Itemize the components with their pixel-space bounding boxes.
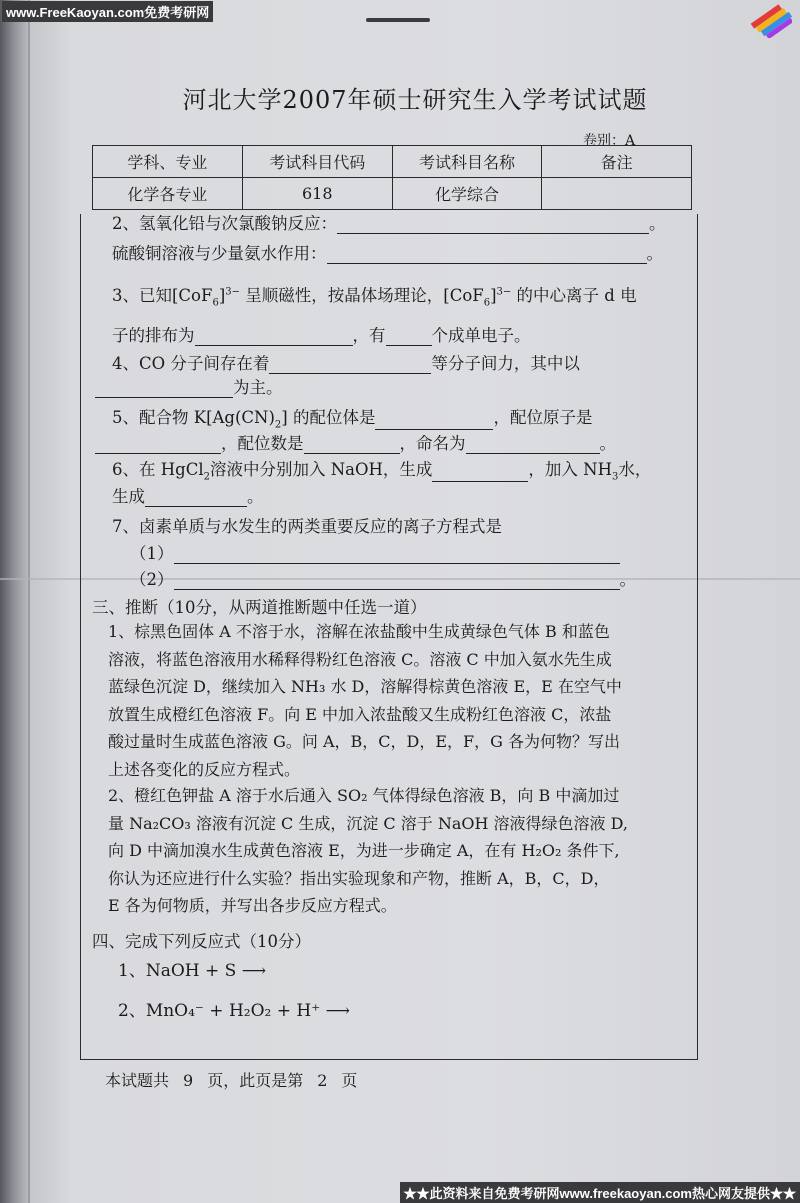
- q7-title: 7、卤素单质与水发生的两类重要反应的离子方程式是: [112, 517, 502, 536]
- q3-text: 3、已知[CoF: [112, 286, 213, 305]
- q3-text: ]: [218, 286, 226, 305]
- p1-line: 1、棕黑色固体 A 不溶于水，溶解在浓盐酸中生成黄绿色气体 B 和蓝色: [108, 622, 610, 641]
- q6-sub: 2: [203, 471, 210, 483]
- p2-line: 你认为还应进行什么实验？指出实验现象和产物，推断 A，B，C，D，: [108, 868, 610, 888]
- q2-line2: [112, 240, 663, 264]
- q6-line1: [112, 456, 651, 482]
- q6-text: 6、在 HgCl: [112, 460, 204, 479]
- q7-item2: [130, 566, 636, 590]
- end-dot: 。: [646, 244, 663, 263]
- reaction-2: 2、MnO₄⁻ + H₂O₂ + H⁺ ⟶: [118, 1001, 350, 1021]
- q2-text-b: 硫酸铜溶液与少量氨水作用：: [112, 244, 327, 263]
- value-subject: 化学各专业: [93, 178, 243, 210]
- p1-line: 蓝绿色沉淀 D，继续加入 NH₃ 水 D，溶解得棕黄色溶液 E，E 在空气中: [108, 677, 622, 696]
- q2-text-a: 2、氢氧化铅与次氯酸钠反应：: [112, 214, 337, 233]
- q4-line2: [95, 374, 283, 398]
- q3-text: ]: [490, 286, 497, 305]
- paper-type: 卷别：A: [583, 133, 636, 149]
- q5-blank-c[interactable]: [304, 437, 400, 454]
- q4-text: 为主。: [233, 378, 283, 397]
- q6-text: 水，: [618, 460, 652, 479]
- q4-line1: [112, 350, 580, 374]
- q3-blank-b[interactable]: [386, 329, 432, 346]
- q6-sub: 3: [612, 471, 619, 483]
- q5-blank-a[interactable]: [375, 413, 493, 430]
- q6-text: 生成: [112, 487, 145, 506]
- page-footer: [105, 1068, 357, 1091]
- p2-line: 2、橙红色钾盐 A 溶于水后通入 SO₂ 气体得绿色溶液 B，向 B 中滴加过: [108, 786, 620, 805]
- q5-line1: [112, 404, 592, 430]
- q6-blank-b[interactable]: [145, 490, 247, 507]
- q3-text: ，有: [352, 326, 386, 345]
- q4-blank-b[interactable]: [95, 381, 233, 398]
- q3-sub: 6: [212, 297, 219, 309]
- end-dot: 。: [619, 570, 636, 589]
- section3-problem1: [108, 618, 698, 783]
- q3-sub: 6: [483, 297, 491, 309]
- exam-info-table: [92, 145, 692, 210]
- q7-blank-1[interactable]: [174, 547, 620, 564]
- fold-line-vertical: [28, 0, 30, 1203]
- header-rule: [366, 18, 430, 22]
- q5-text: 5、配合物 K[Ag(CN): [112, 408, 275, 427]
- q3-line2: [112, 322, 531, 346]
- q6-text: 溶液中分别加入 NaOH，生成: [209, 460, 433, 479]
- q3-text: 的中心离子 d 电: [516, 286, 637, 305]
- footer-text: 页，此页是第: [207, 1071, 304, 1090]
- end-dot: 。: [599, 434, 616, 453]
- q7-item1: [130, 540, 620, 564]
- current-page: 2: [317, 1071, 328, 1090]
- end-dot: 。: [247, 487, 264, 506]
- q5-text: ，命名为: [399, 434, 466, 453]
- p1-line: 上述各变化的反应方程式。: [108, 759, 301, 779]
- q3-sup: 3−: [225, 286, 241, 298]
- q3-text: 子的排布为: [112, 326, 195, 345]
- q2-blank-b[interactable]: [327, 247, 647, 264]
- q6-line2: [112, 483, 264, 507]
- p1-line: 酸过量时生成蓝色溶液 G。问 A，B，C，D，E，F，G 各为何物？写出: [108, 732, 620, 751]
- footer-text: 本试题共: [105, 1071, 170, 1090]
- p2-line: E 各为何物质，并写出各步反应方程式。: [108, 896, 397, 915]
- q3-line1: [112, 282, 637, 308]
- q2-line1: [112, 210, 666, 234]
- q5-sub: 2: [274, 419, 282, 431]
- q5-blank-d[interactable]: [466, 437, 600, 454]
- q4-text: 4、CO 分子间存在着: [112, 354, 270, 373]
- q3-text: 呈顺磁性，按晶体场理论，[CoF: [245, 286, 484, 305]
- q5-text: ，配位原子是: [493, 408, 593, 427]
- value-notes: [542, 178, 692, 210]
- section4-heading: 四、完成下列反应式（10分）: [92, 932, 311, 951]
- header-notes: 备注: [542, 146, 692, 178]
- header-subject: 学科、专业: [93, 146, 243, 178]
- header-code: 考试科目代码: [242, 146, 392, 178]
- value-code: 618: [242, 178, 392, 210]
- total-pages: 9: [183, 1071, 194, 1090]
- p1-line: 放置生成橙红色溶液 F。向 E 中加入浓盐酸又生成粉红色溶液 C，浓盐: [108, 704, 612, 724]
- value-name: 化学综合: [392, 178, 542, 210]
- q5-line2: [95, 430, 616, 454]
- freekaoyan-logo-icon: [748, 2, 792, 38]
- q5-text: ] 的配位体是: [281, 408, 376, 427]
- q3-sup: 3−: [496, 286, 512, 298]
- q7-label: （1）: [130, 544, 174, 563]
- header-name: 考试科目名称: [392, 146, 542, 178]
- q6-text: ，加入 NH: [528, 460, 612, 479]
- footer-text: 页: [341, 1071, 358, 1090]
- p2-line: 向 D 中滴加溴水生成黄色溶液 E，为进一步确定 A，在有 H₂O₂ 条件下,: [108, 841, 620, 860]
- q5-blank-b[interactable]: [95, 437, 221, 454]
- q7-blank-2[interactable]: [174, 573, 620, 590]
- q4-blank-a[interactable]: [269, 357, 431, 374]
- section3-problem2: [108, 782, 698, 920]
- watermark-top[interactable]: www.FreeKaoyan.com免费考研网: [2, 1, 213, 22]
- watermark-bottom[interactable]: ★★此资料来自免费考研网www.freekaoyan.com热心网友提供★★: [400, 1182, 800, 1203]
- end-dot: 。: [649, 214, 666, 233]
- q4-text: 等分子间力，其中以: [431, 354, 580, 373]
- q6-blank-a[interactable]: [432, 465, 528, 482]
- section3-heading: 三、推断（10分，从两道推断题中任选一道）: [92, 598, 427, 617]
- page-edge-shadow: [0, 0, 30, 1203]
- q2-blank-a[interactable]: [337, 217, 649, 234]
- p2-line: 量 Na₂CO₃ 溶液有沉淀 C 生成，沉淀 C 溶于 NaOH 溶液得绿色溶液 D,: [108, 813, 628, 833]
- q3-blank-a[interactable]: [195, 329, 353, 346]
- q3-text: 个成单电子。: [431, 326, 531, 345]
- q7-label: （2）: [130, 570, 174, 589]
- q5-text: ，配位数是: [221, 434, 304, 453]
- exam-title: 河北大学2007年硕士研究生入学考试试题: [182, 86, 648, 114]
- p1-line: 溶液，将蓝色溶液用水稀释得粉红色溶液 C。溶液 C 中加入氨水先生成: [108, 649, 612, 669]
- reaction-1: 1、NaOH + S ⟶: [118, 961, 267, 981]
